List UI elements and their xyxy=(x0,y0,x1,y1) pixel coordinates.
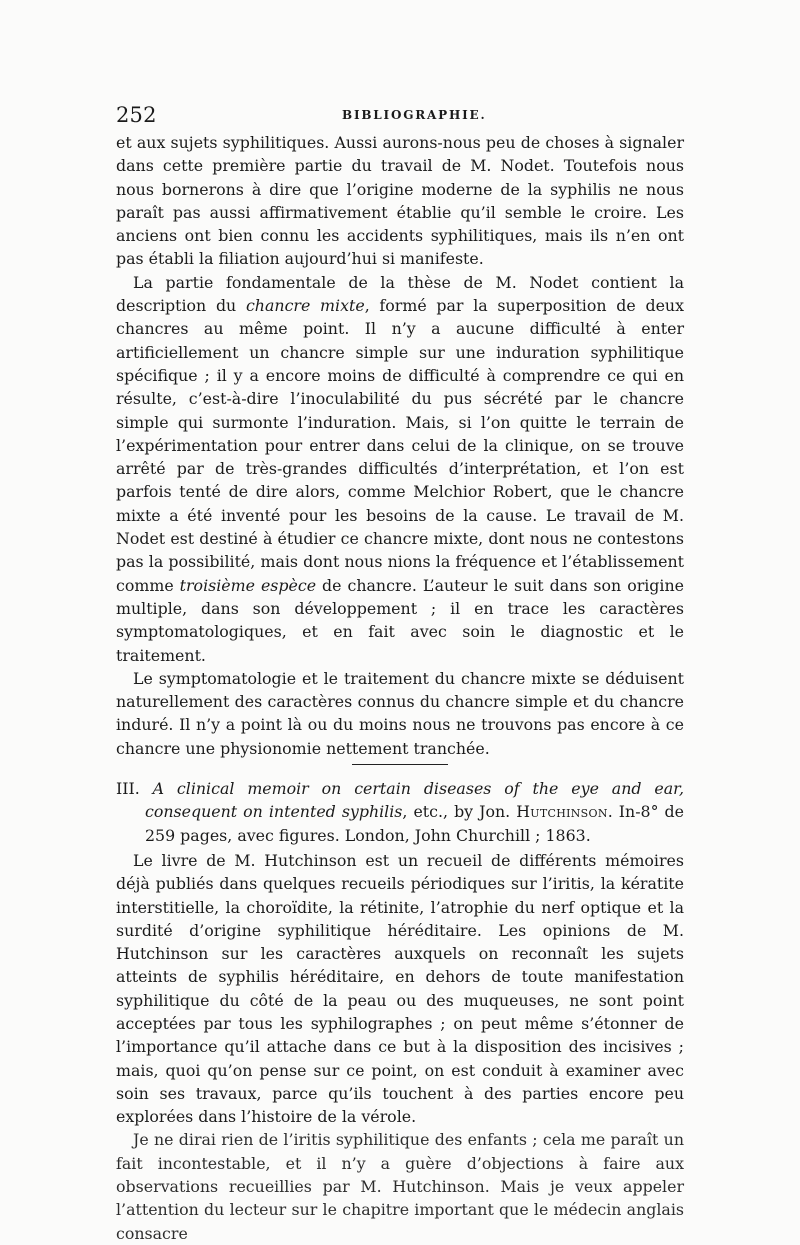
citation-text: . In-8° de 259 pages, avec figures. London, John Churchill ; 1863. xyxy=(145,802,684,845)
section-divider xyxy=(352,764,448,765)
bibliographic-citation xyxy=(116,777,684,847)
citation-title: A clinical memoir on certain diseases of the eye and ear, consequent on intented syphilis xyxy=(145,779,684,822)
paragraph-iritis: Je ne dirai rien de l’iritis syphilitique des enfants ; cela me paraît un fait incontestable, et il n’y a guère d’objections à faire aux observations recueillies par M. Hutchinson. Mais je veux appeler l’attention du lecteur sur le chapitre important que le médecin anglais consacre xyxy=(116,1130,684,1243)
paragraph-continued: et aux sujets syphilitiques. Aussi aurons-nous peu de choses à signaler dans cette première partie du travail de M. Nodet. Toutefois nous nous bornerons à dire que l’origine moderne de la syphilis ne nous paraît pas aussi affirmativement établie qu’il semble le croire. Les anciens ont bien connu les accidents syphilitiques, mais ils n’en ont pas établi la filiation aujourd’hui si manifeste. xyxy=(116,133,684,269)
paragraph-chancre-mixte xyxy=(116,271,684,667)
citation-number: III. xyxy=(116,779,140,799)
italic-term: troisième espèce xyxy=(179,575,317,595)
page-number: 252 xyxy=(116,103,157,127)
italic-term: chancre mixte xyxy=(245,296,365,316)
body-text xyxy=(116,131,684,1245)
citation-text: , etc., by Jon. xyxy=(402,802,517,822)
paragraph-text: , formé par la superposition de deux chancres au même point. Il n’y a aucune difficulté à enter artificiellement un chancre simple sur une induration syphilitique spécifique ; il y a encore moins de difficulté à comprendre ce qui en résulte, c’est-à-dire l’inoculabilité du pus sécrété par le chancre simple qui surmonte l’induration. Mais, si l’on quitte le terrain de l’expérimentation pour entrer dans celui de la clinique, on se trouve arrêté par de très-grandes difficultés d’interprétation, et l’on est parfois tenté de dire alors, comme Melchior Robert, que le chancre mixte a été inventé pour les besoins de la cause. Le travail de M. Nodet est destiné à étudier ce chancre mixte, dont nous ne contestons pas la possibilité, mais dont nous nions la fréquence et l’établissement comme xyxy=(116,296,684,595)
paragraph-text: de chancre. L’auteur le suit dans son origine multiple, dans son développement ; il en trace les caractères symptomatologiques, et en fait avec soin le diagnostic et le traitement. xyxy=(116,575,684,665)
paragraph-hutchinson: Le livre de M. Hutchinson est un recueil de différents mémoires déjà publiés dans quelques recueils périodiques sur l’iritis, la kératite interstitielle, la choroïdite, la rétinite, l’atrophie du nerf optique et la surdité d’origine syphilitique héréditaire. Les opinions de M. Hutchinson sur les caractères auxquels on reconnaît les sujets atteints de syphilis héréditaire, en dehors de toute manifestation syphilitique du côté de la peau ou des muqueuses, ne sont point acceptées par tous les syphilographes ; on peut même s’étonner de l’importance qu’il attache dans ce but à la disposition des incisives ; mais, quoi qu’on pense sur ce point, on est conduit à examiner avec soin ses travaux, parce qu’ils touchent à des parties encore peu explorées dans l’histoire de la vérole. xyxy=(116,850,684,1127)
page-header xyxy=(116,100,684,130)
paragraph-text: La partie fondamentale de la thèse de M. Nodet contient la description du xyxy=(116,272,684,316)
paragraph-symptomatology: Le symptomatologie et le traitement du chancre mixte se déduisent naturellement des caractères connus du chancre simple et du chancre induré. Il n’y a point là ou du moins nous ne trouvons pas encore à ce chancre une physionomie nettement tranchée. xyxy=(116,668,684,758)
citation-author: Hutchinson xyxy=(516,802,608,822)
running-head: BIBLIOGRAPHIE. xyxy=(342,108,487,122)
